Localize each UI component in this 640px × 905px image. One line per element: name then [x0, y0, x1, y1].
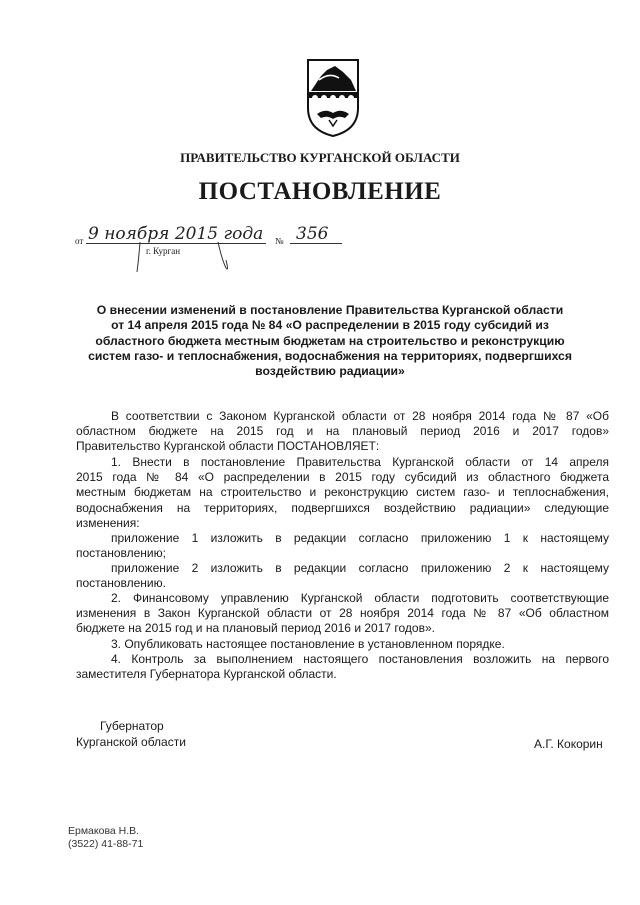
text-line: бюджете на 2015 год и на плановый период 2016 и 2017 годов».: [76, 621, 435, 636]
item-1-paragraph: [76, 455, 609, 531]
executor-name: Ермакова Н.В.: [68, 825, 140, 837]
subject-line: областного бюджета местным бюджетам на строительство и реконструкцию: [95, 333, 565, 348]
text-line: водоснабжения на территориях, подвергшихся воздействию радиации» следующие: [76, 500, 609, 515]
appendix-1-paragraph: [76, 531, 609, 561]
signer-name: А.Г. Кокорин: [534, 737, 603, 751]
appendix-2-paragraph: [76, 561, 609, 591]
government-name: ПРАВИТЕЛЬСТВО КУРГАНСКОЙ ОБЛАСТИ: [180, 150, 460, 165]
subject-line: систем газо- и теплоснабжения, водоснабжения на территориях, подвергшихся: [88, 348, 572, 363]
item-3-paragraph: [76, 637, 609, 652]
text-line: 4. Контроль за выполнением настоящего постановления возложить на первого: [111, 652, 609, 666]
text-line: местным бюджетам на строительство и реконструкцию систем газо- и теплоснабжения,: [76, 485, 609, 500]
handwritten-number: 356: [296, 224, 329, 244]
executor-phone: (3522) 41-88-71: [68, 838, 144, 850]
text-line: 3. Опубликовать настоящее постановление в установленном порядке.: [111, 637, 505, 651]
item-4-paragraph: [76, 652, 609, 682]
coat-of-arms-emblem: [305, 58, 361, 138]
text-line: изменения в Закон Курганской области от 28 ноября 2014 года № 87 «Об областном: [76, 606, 609, 621]
text-line: Правительство Курганской области ПОСТАНОВЛЯЕТ:: [76, 439, 380, 454]
handwriting-strokes: [130, 240, 240, 276]
document-title: ПОСТАНОВЛЕНИЕ: [198, 178, 442, 205]
text-line: изменения:: [76, 515, 140, 530]
number-label: №: [275, 236, 284, 246]
text-line: 2015 года № 84 «О распределении в 2015 году субсидий из областного бюджета: [76, 470, 609, 485]
item-2-paragraph: [76, 591, 609, 637]
text-line: приложение 1 изложить в редакции согласно приложению 1 к настоящему: [111, 531, 609, 545]
text-line: В соответствии с Законом Курганской области от 28 ноября 2014 года № 87 «Об: [111, 409, 609, 423]
text-line: 2. Финансовому управлению Курганской области подготовить соответствующие: [111, 591, 609, 605]
number-underline: [290, 243, 342, 244]
signer-position-line2: Курганской области: [76, 735, 186, 749]
preamble-paragraph: [76, 409, 609, 455]
text-line: постановлению;: [76, 546, 166, 561]
subject-line: О внесении изменений в постановление Правительства Курганской области: [96, 303, 564, 317]
handwritten-date: 9 ноября 2015 года: [88, 224, 264, 244]
text-line: областном бюджете на 2015 год и на плановый период 2016 и 2017 годов»: [76, 424, 609, 439]
text-line: приложение 2 изложить в редакции согласно приложению 2 к настоящему: [111, 561, 609, 575]
text-line: постановлению.: [76, 576, 166, 591]
date-prefix-label: от: [75, 236, 84, 246]
subject-line: воздействию радиации»: [255, 364, 405, 379]
text-line: заместителя Губернатора Курганской области.: [76, 667, 337, 682]
subject-line: от 14 апреля 2015 года № 84 «О распределении в 2015 году субсидий из: [111, 318, 549, 333]
text-line: 1. Внести в постановление Правительства Курганской области от 14 апреля: [111, 455, 609, 469]
resolution-subject: [70, 303, 590, 379]
place-label: г. Курган: [146, 246, 181, 256]
signer-position-line1: Губернатор: [100, 719, 164, 733]
